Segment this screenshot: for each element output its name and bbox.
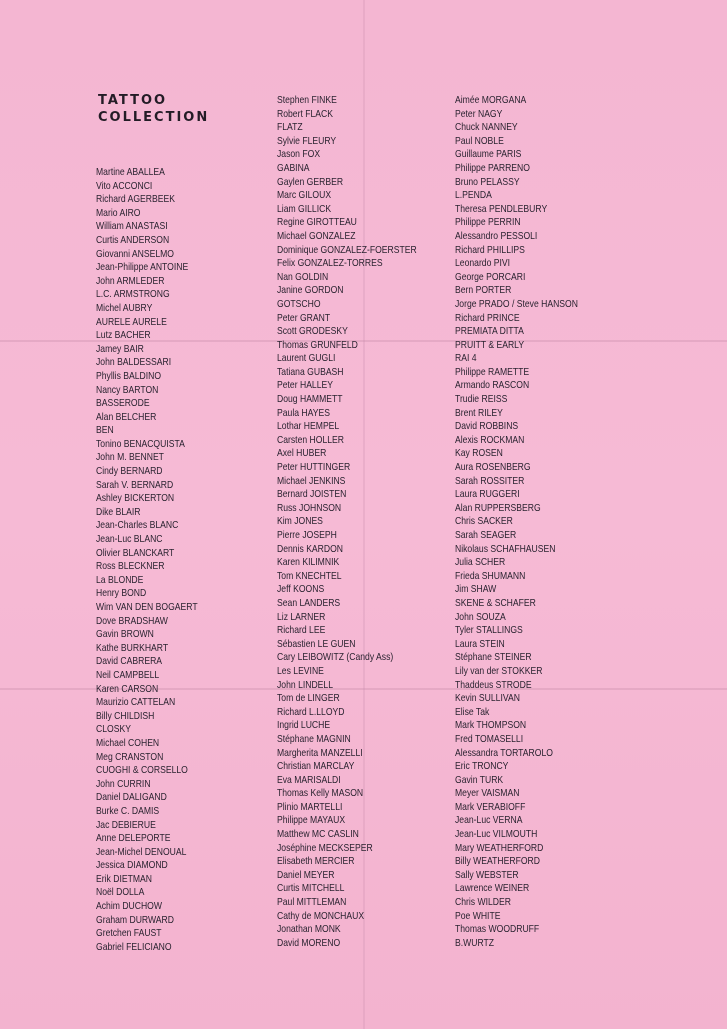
- artist-name: Richard LEE: [277, 624, 326, 637]
- artist-name: Graham DURWARD: [96, 913, 174, 926]
- artist-name: Bern PORTER: [455, 284, 512, 297]
- artist-name: Richard PHILLIPS: [455, 243, 525, 256]
- artist-name: Henry BOND: [96, 587, 147, 600]
- artist-name: Laura RUGGERI: [455, 488, 520, 501]
- artist-name: Les LEVINE: [277, 664, 324, 677]
- artist-name: Fred TOMASELLI: [455, 732, 524, 745]
- artist-name: Scott GRODESKY: [277, 325, 348, 338]
- artist-name: Alessandro PESSOLI: [455, 229, 538, 242]
- artist-name: Thaddeus STRODE: [455, 678, 532, 691]
- artist-name: Armando RASCON: [455, 379, 530, 392]
- artist-name: Gaylen GERBER: [277, 175, 344, 188]
- artist-name: Trudie REISS: [455, 393, 508, 406]
- artist-list-column-1: [96, 166, 198, 954]
- artist-name: Janine GORDON: [277, 284, 344, 297]
- artist-name: Stéphane STEINER: [455, 651, 532, 664]
- artist-name: Jason FOX: [277, 148, 321, 161]
- artist-name: B.WURTZ: [455, 936, 495, 949]
- artist-name: Martine ABALLEA: [96, 166, 165, 178]
- artist-name: Theresa PENDLEBURY: [455, 202, 548, 215]
- artist-name: L.PENDA: [455, 189, 492, 202]
- artist-name: Paula HAYES: [277, 406, 330, 419]
- artist-name: Tyler STALLINGS: [455, 624, 523, 637]
- artist-name: Mario AIRO: [96, 206, 141, 219]
- artist-name: Eric TRONCY: [455, 760, 509, 773]
- artist-name: John LINDELL: [277, 678, 334, 691]
- artist-name: Kim JONES: [277, 515, 323, 528]
- artist-name: Matthew MC CASLIN: [277, 828, 359, 841]
- artist-name: David MORENO: [277, 936, 341, 949]
- artist-name: Carsten HOLLER: [277, 433, 344, 446]
- artist-name: Paul NOBLE: [455, 134, 504, 147]
- artist-name: SKENE & SCHAFER: [455, 596, 536, 609]
- artist-name: Lutz BACHER: [96, 329, 151, 342]
- artist-name: Philippe RAMETTE: [455, 365, 530, 378]
- artist-name: Cindy BERNARD: [96, 465, 163, 478]
- artist-name: Giovanni ANSELMO: [96, 247, 175, 260]
- artist-name: John SOUZA: [455, 610, 506, 623]
- artist-name: Sébastien LE GUEN: [277, 637, 356, 650]
- artist-name: Lily van der STOKKER: [455, 664, 543, 677]
- artist-name: Peter HUTTINGER: [277, 461, 351, 474]
- artist-name: Noël DOLLA: [96, 886, 145, 899]
- artist-name: L.C. ARMSTRONG: [96, 288, 170, 301]
- artist-name: Philippe MAYAUX: [277, 814, 346, 827]
- artist-name: Richard AGERBEEK: [96, 193, 175, 206]
- artist-name: Tom de LINGER: [277, 692, 340, 705]
- artist-name: Billy CHILDISH: [96, 709, 155, 722]
- artist-name: Stéphane MAGNIN: [277, 732, 351, 745]
- artist-name: Marc GILOUX: [277, 189, 332, 202]
- artist-name: Aura ROSENBERG: [455, 461, 531, 474]
- artist-name: Peter GRANT: [277, 311, 331, 324]
- artist-name: Lothar HEMPEL: [277, 420, 340, 433]
- artist-name: PRUITT & EARLY: [455, 338, 525, 351]
- artist-name: Jac DEBIERUE: [96, 818, 156, 831]
- artist-name: AURELE AURELE: [96, 315, 167, 328]
- artist-name: Alan BELCHER: [96, 410, 157, 423]
- artist-name: Erik DIETMAN: [96, 872, 152, 885]
- artist-name: Sarah SEAGER: [455, 529, 517, 541]
- artist-name: Richard L.LLOYD: [277, 705, 345, 718]
- artist-name: Thomas GRUNFELD: [277, 338, 358, 351]
- document-title: [98, 92, 209, 126]
- artist-name: Leonardo PIVI: [455, 257, 511, 270]
- artist-name: Robert FLACK: [277, 107, 333, 120]
- artist-name: Jean-Luc VERNA: [455, 814, 523, 827]
- artist-name: Billy WEATHERFORD: [455, 855, 540, 868]
- artist-name: GOTSCHO: [277, 297, 321, 310]
- artist-name: Julia SCHER: [455, 556, 506, 569]
- artist-name: Gabriel FELICIANO: [96, 940, 172, 953]
- artist-name: Elise Tak: [455, 705, 490, 718]
- artist-name: Elisabeth MERCIER: [277, 855, 355, 868]
- artist-name: Poe WHITE: [455, 909, 501, 922]
- artist-name: Olivier BLANCKART: [96, 546, 175, 559]
- artist-name: RAI 4: [455, 352, 477, 365]
- artist-name: Russ JOHNSON: [277, 501, 342, 514]
- artist-name: Paul MITTLEMAN: [277, 896, 347, 909]
- artist-name: Jean-Luc VILMOUTH: [455, 828, 538, 841]
- title-line: COLLECTION: [98, 110, 210, 125]
- artist-name: Kevin SULLIVAN: [455, 692, 520, 705]
- artist-name: Pierre JOSEPH: [277, 529, 337, 541]
- artist-name: Bernard JOISTEN: [277, 488, 347, 501]
- artist-name: FLATZ: [277, 121, 303, 134]
- artist-name: Cathy de MONCHAUX: [277, 909, 365, 922]
- artist-name: Philippe PARRENO: [455, 161, 530, 174]
- artist-name: GABINA: [277, 161, 310, 174]
- artist-list-column-3: [455, 94, 578, 950]
- artist-name: Ingrid LUCHE: [277, 719, 331, 732]
- artist-name: Christian MARCLAY: [277, 760, 355, 773]
- artist-name: Frieda SHUMANN: [455, 569, 526, 582]
- artist-name: Dove BRADSHAW: [96, 614, 168, 627]
- artist-name: Brent RILEY: [455, 406, 503, 419]
- artist-name: Burke C. DAMIS: [96, 804, 160, 817]
- artist-name: Alessandra TORTAROLO: [455, 746, 553, 759]
- artist-name: Plinio MARTELLI: [277, 800, 343, 813]
- artist-name: Tonino BENACQUISTA: [96, 437, 185, 450]
- artist-name: Jessica DIAMOND: [96, 859, 168, 872]
- artist-name: Dennis KARDON: [277, 542, 344, 555]
- artist-name: Jim SHAW: [455, 583, 497, 596]
- artist-name: Sarah ROSSITER: [455, 474, 525, 487]
- artist-name: Lawrence WEINER: [455, 882, 530, 895]
- artist-name: Wim VAN DEN BOGAERT: [96, 601, 198, 613]
- artist-name: Nikolaus SCHAFHAUSEN: [455, 542, 556, 555]
- artist-name: Bruno PELASSY: [455, 175, 520, 188]
- artist-name: Curtis MITCHELL: [277, 882, 345, 895]
- artist-name: Maurizio CATTELAN: [96, 696, 176, 709]
- artist-name: Sally WEBSTER: [455, 868, 519, 881]
- artist-name: Jean-Luc BLANC: [96, 533, 163, 546]
- artist-name: Meyer VAISMAN: [455, 787, 520, 800]
- artist-name: Jean-Michel DENOUAL: [96, 845, 187, 858]
- artist-name: Achim DUCHOW: [96, 900, 163, 913]
- artist-name: Eva MARISALDI: [277, 773, 341, 786]
- artist-name: Vito ACCONCI: [96, 179, 153, 192]
- artist-name: Dominique GONZALEZ-FOERSTER: [277, 243, 417, 256]
- artist-name: Jamey BAIR: [96, 342, 144, 355]
- artist-name: David CABRERA: [96, 655, 163, 668]
- artist-name: Kay ROSEN: [455, 447, 503, 460]
- artist-name: John ARMLEDER: [96, 274, 165, 287]
- artist-name: Joséphine MECKSEPER: [277, 841, 373, 854]
- artist-name: Liz LARNER: [277, 610, 326, 623]
- artist-name: Curtis ANDERSON: [96, 233, 170, 246]
- artist-name: Chris SACKER: [455, 515, 513, 528]
- title-line: TATTOO: [98, 93, 168, 108]
- artist-name: Mark VERABIOFF: [455, 800, 526, 813]
- artist-name: Tom KNECHTEL: [277, 569, 342, 582]
- artist-name: Mark THOMPSON: [455, 719, 527, 732]
- artist-name: Karen CARSON: [96, 682, 159, 695]
- artist-name: Neil CAMPBELL: [96, 668, 160, 681]
- artist-name: Jorge PRADO / Steve HANSON: [455, 297, 578, 310]
- artist-name: Chris WILDER: [455, 896, 511, 909]
- artist-name: Philippe PERRIN: [455, 216, 521, 229]
- artist-name: Jonathan MONK: [277, 923, 341, 936]
- artist-name: Michel AUBRY: [96, 301, 153, 314]
- artist-name: Michael JENKINS: [277, 474, 346, 487]
- artist-name: Daniel MEYER: [277, 868, 335, 881]
- artist-name: Liam GILLICK: [277, 202, 332, 215]
- artist-name: Guillaume PARIS: [455, 148, 522, 161]
- artist-name: Ross BLECKNER: [96, 560, 165, 573]
- artist-name: Gretchen FAUST: [96, 927, 162, 940]
- artist-name: Doug HAMMETT: [277, 393, 343, 406]
- artist-name: John BALDESSARI: [96, 356, 172, 369]
- artist-name: Jean-Philippe ANTOINE: [96, 261, 189, 274]
- artist-name: Nan GOLDIN: [277, 270, 329, 283]
- artist-name: David ROBBINS: [455, 420, 519, 433]
- artist-name: Kathe BURKHART: [96, 641, 169, 654]
- artist-name: Mary WEATHERFORD: [455, 841, 544, 854]
- artist-name: Laura STEIN: [455, 637, 505, 650]
- artist-name: Tatiana GUBASH: [277, 365, 344, 378]
- artist-name: Sean LANDERS: [277, 596, 341, 609]
- artist-name: Sarah V. BERNARD: [96, 478, 174, 491]
- artist-name: Michael GONZALEZ: [277, 229, 356, 242]
- artist-name: Felix GONZALEZ-TORRES: [277, 257, 383, 270]
- artist-name: Alexis ROCKMAN: [455, 433, 525, 446]
- artist-name: PREMIATA DITTA: [455, 325, 524, 338]
- artist-name: CLOSKY: [96, 723, 131, 736]
- artist-name: Alan RUPPERSBERG: [455, 501, 541, 514]
- artist-name: Dike BLAIR: [96, 505, 141, 518]
- artist-name: Richard PRINCE: [455, 311, 520, 324]
- artist-name: CUOGHI & CORSELLO: [96, 764, 188, 777]
- artist-name: Jean-Charles BLANC: [96, 519, 179, 532]
- artist-name: John CURRIN: [96, 777, 151, 790]
- artist-name: George PORCARI: [455, 270, 526, 283]
- artist-name: Daniel DALIGAND: [96, 791, 167, 804]
- artist-list-column-2: [277, 94, 417, 950]
- artist-name: Michael COHEN: [96, 736, 160, 749]
- artist-name: William ANASTASI: [96, 220, 168, 233]
- artist-name: Anne DELEPORTE: [96, 832, 171, 845]
- artist-name: Gavin BROWN: [96, 628, 154, 641]
- artist-name: Peter HALLEY: [277, 379, 334, 392]
- artist-name: Meg CRANSTON: [96, 750, 164, 763]
- artist-name: Laurent GUGLI: [277, 352, 336, 365]
- artist-name: Stephen FINKE: [277, 94, 337, 106]
- artist-name: Aimée MORGANA: [455, 94, 527, 106]
- artist-name: La BLONDE: [96, 573, 144, 586]
- artist-name: Thomas Kelly MASON: [277, 787, 364, 800]
- artist-name: Ashley BICKERTON: [96, 492, 175, 505]
- artist-name: BASSERODE: [96, 397, 150, 410]
- artist-name: Chuck NANNEY: [455, 121, 518, 134]
- artist-name: John M. BENNET: [96, 451, 164, 464]
- artist-name: Phyllis BALDINO: [96, 369, 162, 382]
- artist-name: Gavin TURK: [455, 773, 504, 786]
- artist-name: Sylvie FLEURY: [277, 134, 337, 147]
- artist-name: Jeff KOONS: [277, 583, 325, 596]
- artist-name: Margherita MANZELLI: [277, 746, 363, 759]
- artist-name: Cary LEIBOWITZ (Candy Ass): [277, 651, 394, 664]
- artist-name: Axel HUBER: [277, 447, 327, 460]
- artist-name: BEN: [96, 424, 114, 437]
- artist-name: Thomas WOODRUFF: [455, 923, 540, 936]
- artist-name: Peter NAGY: [455, 107, 503, 120]
- artist-name: Karen KILIMNIK: [277, 556, 340, 569]
- artist-name: Nancy BARTON: [96, 383, 159, 396]
- artist-name: Regine GIROTTEAU: [277, 216, 357, 229]
